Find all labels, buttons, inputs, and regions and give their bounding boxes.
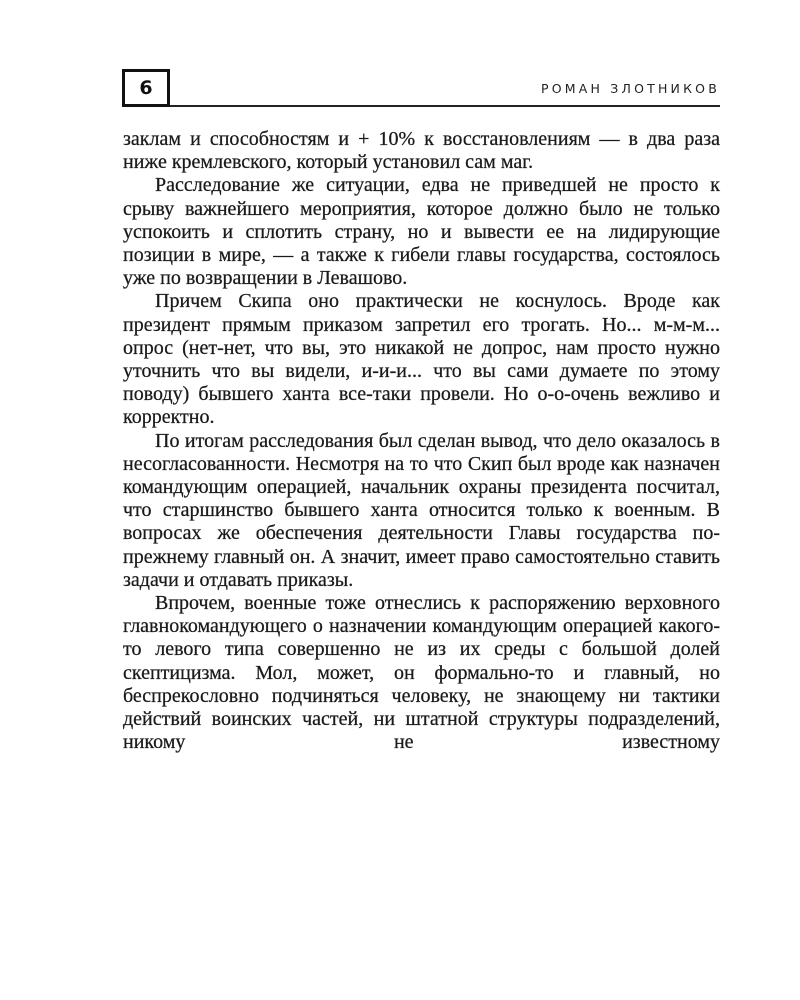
paragraph: Впрочем, военные тоже отнеслись к распоряжению верховного главнокомандующего о назначении командующим операцией какого-то левого типа совершенно не из их среды с большой долей скептицизма. Мол, может, он формально-то и главный, но беспрекословно подчиняться человеку, не знающему ни тактики действий воинских частей, ни штатной структуры подразделений, никому не известному <box>123 592 720 754</box>
header-rule <box>170 105 720 107</box>
paragraph: Расследование же ситуации, едва не приведшей не просто к срыву важнейшего мероприятия, которое должно было не только успокоить и сплотить страну, но и вывести ее на лидирующие позиции в мире, — а также к гибели главы государства, состоялось уже по возвращении в Левашово. <box>123 174 720 290</box>
paragraph-continuation: заклам и способностям и + 10% к восстановлениям — в два раза ниже кремлевского, который установил сам маг. <box>123 128 720 174</box>
page-body <box>123 128 720 754</box>
running-head-author: РОМАН ЗЛОТНИКОВ <box>540 81 720 96</box>
page-number: 6 <box>122 69 170 107</box>
paragraph: Причем Скипа оно практически не коснулось. Вроде как президент прямым приказом запретил его трогать. Но... м-м-м... опрос (нет-нет, что вы, это никакой не допрос, нам просто нужно уточнить что вы видели, и-и-и... что вы сами думаете по этому поводу) бывшего ханта все-таки провели. Но о-о-очень вежливо и корректно. <box>123 290 720 429</box>
page-header <box>122 69 720 109</box>
paragraph: По итогам расследования был сделан вывод, что дело оказалось в несогласованности. Несмотря на то что Скип был вроде как назначен командующим операцией, начальник охраны президента посчитал, что старшинство бывшего ханта относится только к военным. В вопросах же обеспечения деятельности Главы государства по-прежнему главный он. А значит, имеет право самостоятельно ставить задачи и отдавать приказы. <box>123 429 720 591</box>
